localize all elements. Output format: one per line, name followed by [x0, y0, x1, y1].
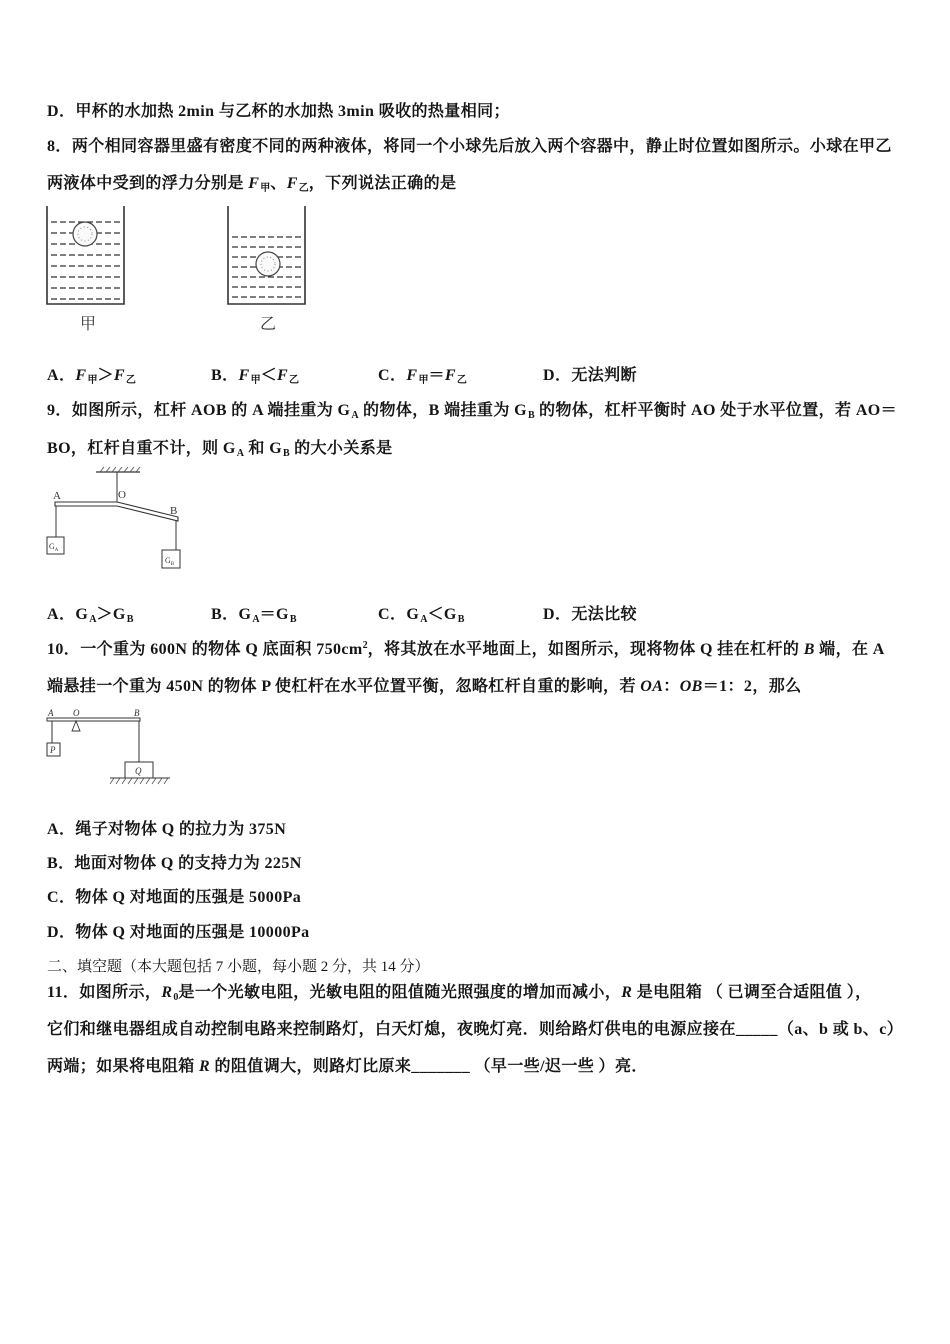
q8-stem-line-1: [47, 137, 892, 157]
stem-text: 是电阻箱 （ 已调至合适阻值 ），: [632, 984, 872, 1001]
answer-blank: _____: [735, 1021, 778, 1038]
option-label: B．: [47, 855, 75, 872]
label-b: B: [170, 505, 178, 517]
variable-oa: OA: [640, 678, 664, 695]
label-b: B: [134, 708, 140, 718]
variable-r: R: [621, 984, 633, 1001]
hatch-line: [158, 778, 162, 784]
option-label: B．: [211, 367, 239, 384]
option-label: D．: [47, 924, 76, 941]
stem-text: 端，在 A: [814, 641, 885, 658]
stem-text: ，下列说法正确的是: [308, 175, 457, 192]
force-subscript: 甲: [87, 375, 98, 386]
variable-r: R: [199, 1058, 211, 1075]
weight-subscript: B: [527, 410, 535, 421]
q10-stem-line-1: [47, 640, 885, 662]
weight-subscript: B: [289, 614, 297, 625]
force-symbol: F: [406, 367, 418, 384]
option-label: D．: [543, 606, 572, 623]
relation: ＜: [260, 367, 277, 384]
force-subscript: 乙: [125, 375, 136, 386]
stem-text: 的物体，杠杆平衡时 AO 处于水平位置，若 AO＝: [534, 402, 898, 419]
q9-stem-line-1: [47, 401, 897, 423]
force-symbol: F: [286, 175, 298, 192]
q9-option-b: [211, 605, 297, 627]
option-text: 甲杯的水加热 2min 与乙杯的水加热 3min 吸收的热量相同；: [75, 103, 510, 120]
q10-option-c: [47, 888, 301, 908]
q8-stem-line-2: [47, 174, 456, 196]
q9-option-c: [378, 605, 464, 627]
stem-text: 一个重为 600N 的物体 Q 底面积 750cm: [80, 641, 363, 658]
question-number: 10．: [47, 641, 81, 658]
hatch-line: [152, 778, 156, 784]
hatch-line: [130, 467, 134, 472]
q9-stem-line-2: [47, 439, 393, 461]
beaker-jia: [47, 206, 124, 304]
q10-stem-line-2: [47, 677, 802, 697]
option-text: 无法比较: [571, 606, 637, 623]
unit-superscript: 2: [362, 640, 368, 651]
label-jia: 甲: [79, 316, 97, 333]
lever-bar: [47, 718, 140, 721]
option-label: B．: [211, 606, 239, 623]
option-label: C．: [378, 367, 407, 384]
q11-stem-line-1: [47, 983, 872, 1005]
stem-text: 两液体中受到的浮力分别是: [47, 175, 249, 192]
force-subscript: 甲: [260, 183, 271, 194]
option-text: 物体 Q 对地面的压强是 10000Pa: [75, 924, 310, 941]
variable-subscript: 0: [173, 992, 179, 1003]
pivot-triangle: [72, 721, 80, 731]
weight-subscript: B: [170, 562, 175, 567]
hatch-line: [116, 778, 120, 784]
option-text: 绳子对物体 Q 的拉力为 375N: [75, 821, 287, 838]
ball: [73, 222, 97, 246]
section-title: 二、填空题（本大题包括 7 小题，每小题 2 分，共 14 分）: [47, 959, 430, 975]
weight-subscript: A: [236, 448, 244, 459]
hatch-line: [100, 467, 104, 472]
variable-r: R: [161, 984, 173, 1001]
hatch-line: [118, 467, 122, 472]
q11-stem-line-2: [47, 1020, 903, 1040]
stem-text: ，将其放在水平地面上，如图所示，现将物体 Q 挂在杠杆的: [367, 641, 804, 658]
beaker-yi: [228, 206, 305, 304]
hatch-line: [110, 778, 114, 784]
lever-bar: [55, 502, 178, 521]
force-symbol: F: [276, 367, 289, 384]
option-label: C．: [378, 606, 407, 623]
weight-subscript: B: [457, 614, 465, 625]
stem-text: 它们和继电器组成自动控制电路来控制路灯，白天灯熄，夜晚灯亮．则给路灯供电的电源应接在: [47, 1021, 736, 1038]
hatch-line: [106, 467, 110, 472]
hatch-line: [134, 778, 138, 784]
stem-text: 的物体，B 端挂重为 G: [358, 402, 527, 419]
q8-figure-beakers: [40, 200, 320, 335]
stem-text: 是一个光敏电阻，光敏电阻的阻值随光照强度的增加而减小，: [178, 984, 622, 1001]
weight-symbol: G: [406, 606, 420, 623]
separator: 、: [270, 175, 287, 192]
relation: ＞: [96, 606, 113, 623]
stem-text: ＝1：2，那么: [702, 678, 802, 695]
option-label: A．: [47, 821, 76, 838]
weight-subscript: A: [351, 410, 359, 421]
force-symbol: F: [238, 367, 250, 384]
q10-option-d: [47, 923, 310, 943]
hatch-line: [140, 778, 144, 784]
weight-subscript: B: [283, 448, 290, 459]
hatch-line: [122, 778, 126, 784]
weight-symbol: G: [75, 606, 89, 623]
stem-text: 和 G: [244, 440, 283, 457]
weight-subscript: A: [420, 614, 428, 625]
hatch-line: [128, 778, 132, 784]
stem-text: 的大小关系是: [289, 440, 393, 457]
relation: ＝: [259, 606, 276, 623]
stem-text: 的阻值调大，则路灯比原来: [210, 1058, 412, 1075]
question-number: 8．: [47, 138, 72, 155]
option-text: 物体 Q 对地面的压强是 5000Pa: [75, 889, 302, 906]
q9-figure-lever: [40, 460, 190, 575]
label-p: P: [50, 745, 56, 755]
hatch-line: [112, 467, 116, 472]
ratio-colon: ：: [663, 678, 680, 695]
option-text: 无法判断: [571, 367, 637, 384]
hatch-line: [164, 778, 168, 784]
q9-option-d: [543, 605, 637, 625]
weight-symbol: G: [49, 542, 55, 551]
relation: ＝: [428, 367, 445, 384]
stem-text: BO，杠杆自重不计，则 G: [47, 440, 236, 457]
label-yi: 乙: [259, 316, 277, 333]
stem-text: 端悬挂一个重为 450N 的物体 P 使杠杆在水平位置平衡，忽略杠杆自重的影响，若: [47, 678, 641, 695]
weight-symbol: G: [112, 606, 126, 623]
answer-blank: _______: [411, 1058, 471, 1075]
weight-subscript: A: [54, 548, 59, 553]
option-label: A．: [47, 606, 76, 623]
label-a: A: [53, 490, 61, 502]
variable-b: B: [803, 641, 815, 658]
weight-symbol: G: [275, 606, 289, 623]
q7-option-d: [47, 102, 510, 122]
force-symbol: F: [248, 175, 260, 192]
force-subscript: 甲: [250, 375, 261, 386]
q10-figure-lever: [40, 700, 180, 790]
label-o: O: [118, 489, 126, 501]
hatch-line: [136, 467, 140, 472]
label-a: A: [48, 708, 54, 718]
weight-symbol: G: [238, 606, 252, 623]
stem-text: 两个相同容器里盛有密度不同的两种液体，将同一个小球先后放入两个容器中，静止时位置如图所示。小球在甲乙: [71, 138, 892, 155]
hatch-line: [146, 778, 150, 784]
label-o: O: [73, 708, 80, 718]
stem-text: （a、b 或 b、c）: [777, 1021, 904, 1038]
q8-option-a: [47, 366, 136, 388]
q10-option-b: [47, 854, 302, 874]
ceiling: [96, 467, 140, 472]
q11-stem-line-3: [47, 1057, 648, 1077]
q10-option-a: [47, 820, 286, 840]
weight-subscript: A: [252, 614, 260, 625]
option-label: C．: [47, 889, 76, 906]
question-number: 9．: [47, 402, 72, 419]
force-subscript: 乙: [456, 375, 467, 386]
force-subscript: 甲: [418, 375, 429, 386]
stem-text: 如图所示，杠杆 AOB 的 A 端挂重为 G: [71, 402, 351, 419]
option-label: D．: [543, 367, 572, 384]
question-number: 11．: [47, 984, 80, 1001]
stem-text: （早一些/迟一些 ）亮．: [470, 1058, 648, 1075]
option-label: D．: [47, 103, 76, 120]
force-symbol: F: [444, 367, 456, 384]
force-symbol: F: [113, 367, 125, 384]
force-subscript: 乙: [289, 375, 300, 386]
force-symbol: F: [75, 367, 87, 384]
beaker-wall: [47, 206, 124, 304]
stem-text: 两端；如果将电阻箱: [47, 1058, 200, 1075]
weight-subscript: A: [89, 614, 97, 625]
q8-option-b: [211, 366, 299, 388]
hatch-line: [124, 467, 128, 472]
weight-symbol: G: [165, 556, 171, 565]
relation: ＞: [97, 367, 114, 384]
stem-text: 如图所示，: [79, 984, 162, 1001]
ground: [110, 778, 170, 784]
option-text: 地面对物体 Q 的支持力为 225N: [74, 855, 302, 872]
ball: [256, 252, 280, 276]
variable-ob: OB: [679, 678, 703, 695]
q9-option-a: [47, 605, 133, 627]
force-subscript: 乙: [298, 183, 309, 194]
weight-subscript: B: [126, 614, 134, 625]
option-label: A．: [47, 367, 76, 384]
q8-option-d: [543, 366, 637, 386]
relation: ＜: [427, 606, 444, 623]
label-q: Q: [135, 766, 142, 776]
weight-symbol: G: [443, 606, 457, 623]
q8-option-c: [378, 366, 467, 388]
